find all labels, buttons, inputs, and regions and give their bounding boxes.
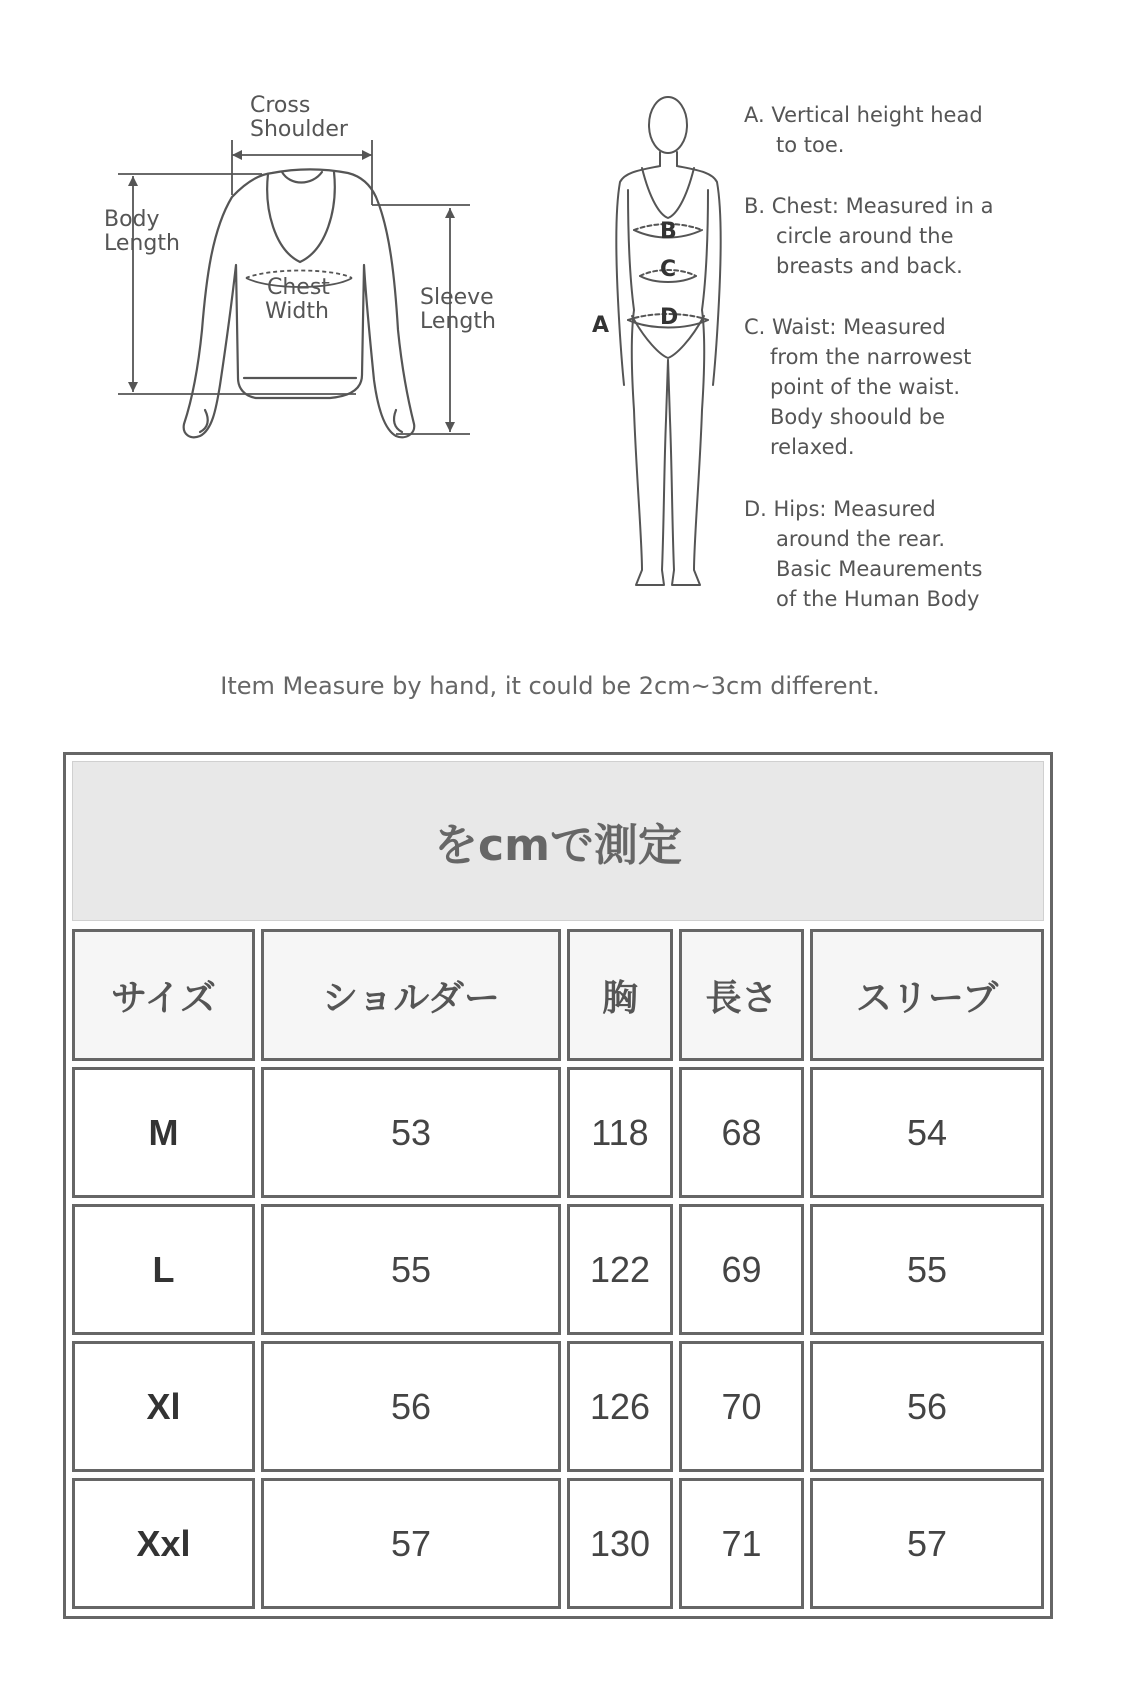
size-cell: L [72, 1204, 255, 1335]
instruction-line: circle around the [776, 224, 954, 248]
shoulder-cell: 57 [261, 1478, 561, 1609]
header-shoulder: ショルダー [261, 929, 561, 1061]
chest-cell: 122 [567, 1204, 673, 1335]
instruction-line: relaxed. [770, 435, 855, 459]
sleeve-cell: 57 [810, 1478, 1044, 1609]
instructions-text [744, 103, 994, 611]
instruction-line: from the narrowest [770, 345, 972, 369]
chest-cell: 126 [567, 1341, 673, 1472]
size-cell: Xxl [72, 1478, 255, 1609]
sleeve-length-label: Length [420, 309, 496, 334]
instruction-line: of the Human Body [776, 587, 980, 611]
body-length-label: Body [104, 207, 160, 232]
size-cell: M [72, 1067, 255, 1198]
instruction-line: B. Chest: Measured in a [744, 194, 994, 218]
length-cell: 70 [679, 1341, 804, 1472]
chest-cell: 118 [567, 1067, 673, 1198]
body-length-label: Length [104, 231, 180, 256]
cross-shoulder-label: Cross [250, 93, 311, 118]
instruction-line: Body shoould be [770, 405, 946, 429]
table-title: をcmで測定 [72, 761, 1044, 921]
chest-cell: 130 [567, 1478, 673, 1609]
measurement-diagram [0, 0, 1125, 720]
chest-width-label: Width [265, 299, 329, 324]
header-sleeve: スリーブ [810, 929, 1044, 1061]
shoulder-cell: 53 [261, 1067, 561, 1198]
shoulder-cell: 55 [261, 1204, 561, 1335]
size-table [63, 752, 1053, 1619]
instruction-line: point of the waist. [770, 375, 961, 399]
body-label-a: A [592, 313, 610, 338]
sleeve-cell: 56 [810, 1341, 1044, 1472]
measurement-note: Item Measure by hand, it could be 2cm~3cm different. [220, 672, 880, 700]
sleeve-cell: 55 [810, 1204, 1044, 1335]
instruction-line: D. Hips: Measured [744, 497, 936, 521]
length-cell: 71 [679, 1478, 804, 1609]
human-figure-illustration [616, 97, 720, 585]
header-size: サイズ [72, 929, 255, 1061]
diagram-svg [0, 0, 1125, 720]
length-cell: 69 [679, 1204, 804, 1335]
header-chest: 胸 [567, 929, 673, 1061]
header-length: 長さ [679, 929, 804, 1061]
body-label-b: B [660, 219, 677, 244]
instruction-line: breasts and back. [776, 254, 963, 278]
shoulder-cell: 56 [261, 1341, 561, 1472]
instruction-line: around the rear. [776, 527, 945, 551]
body-label-d: D [660, 305, 679, 330]
instruction-line: C. Waist: Measured [744, 315, 946, 339]
instruction-line: Basic Meaurements [776, 557, 983, 581]
length-cell: 68 [679, 1067, 804, 1198]
cross-shoulder-label: Shoulder [250, 117, 348, 142]
instruction-line: A. Vertical height head [744, 103, 983, 127]
body-label-c: C [660, 257, 677, 282]
sleeve-cell: 54 [810, 1067, 1044, 1198]
chest-width-label: Chest [267, 275, 330, 300]
instruction-line: to toe. [776, 133, 845, 157]
sleeve-length-label: Sleeve [420, 285, 494, 310]
size-cell: Xl [72, 1341, 255, 1472]
